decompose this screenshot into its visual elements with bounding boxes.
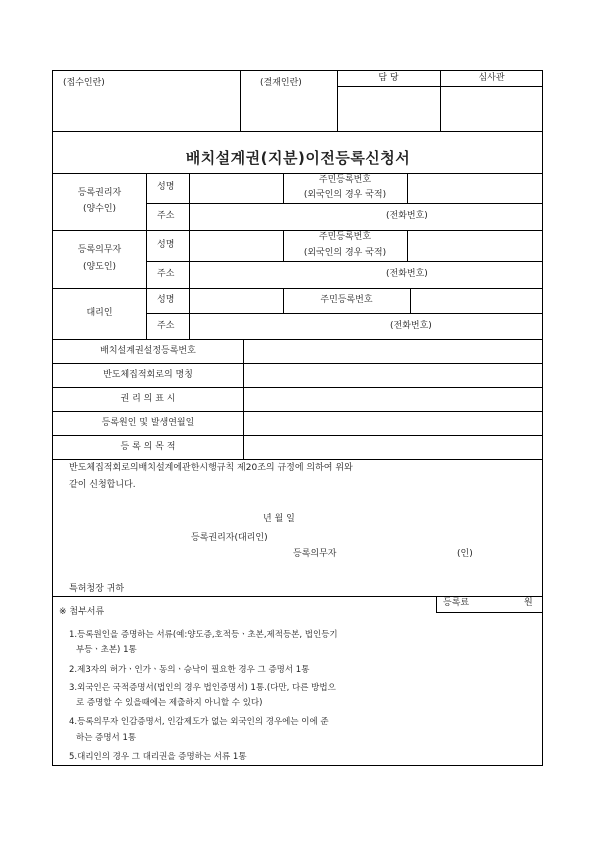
rightholder-phone-label: (전화번호) <box>386 211 428 221</box>
rightholder-address-label: 주소 <box>157 211 175 221</box>
agent-label: 대리인 <box>86 308 113 318</box>
rightholder-id-field[interactable] <box>408 174 542 202</box>
agent-id-field[interactable] <box>411 289 542 312</box>
divider <box>53 459 543 460</box>
rights-field[interactable] <box>244 388 542 410</box>
seal-label: (인) <box>457 549 473 559</box>
agent-phone-label: (전화번호) <box>390 321 432 331</box>
rightholder-sublabel: (양수인) <box>82 204 117 214</box>
field-label: 등 록 의 목 적 <box>120 442 176 452</box>
statement-text: 같이 신청합니다. <box>69 480 136 490</box>
obligor-name-label: 성명 <box>157 240 175 250</box>
obligor-address-label: 주소 <box>157 269 175 279</box>
divider <box>53 131 543 132</box>
cause-date-field[interactable] <box>244 412 542 434</box>
attachment-item: 부등ㆍ초본) 1통 <box>76 645 137 655</box>
divider <box>240 71 241 131</box>
date-line: 년 월 일 <box>263 514 295 524</box>
registration-form <box>52 70 543 766</box>
registration-number-field[interactable] <box>244 340 542 362</box>
signer-rightholder-label: 등록권리자(대리인) <box>191 533 268 543</box>
rightholder-name-field[interactable] <box>190 174 282 202</box>
circuit-name-field[interactable] <box>244 364 542 386</box>
field-label: 등록원인 및 발생연월일 <box>101 418 195 428</box>
examiner-label: 심사관 <box>478 73 505 83</box>
attachment-item: 로 증명할 수 있을때에는 제출하지 아니할 수 있다) <box>76 698 263 708</box>
fee-unit: 원 <box>524 598 533 608</box>
rightholder-id-label: 주민등록번호 <box>318 175 372 185</box>
field-label: 반도체집적회로의 명칭 <box>103 370 193 380</box>
obligor-phone-label: (전화번호) <box>386 269 428 279</box>
agent-address-field[interactable] <box>190 314 542 338</box>
addressee: 특허청장 귀하 <box>69 584 125 594</box>
approval-stamp-label: (결재인란) <box>260 78 302 88</box>
rightholder-address-field[interactable] <box>190 204 542 229</box>
rightholder-name-label: 성명 <box>157 182 175 192</box>
fee-field[interactable] <box>473 597 523 611</box>
attachment-item: 2.제3자의 허가ㆍ인가ㆍ동의ㆍ승낙이 필요한 경우 그 증명서 1통 <box>69 665 310 675</box>
fee-label: 등록료 <box>443 598 470 608</box>
statement-text: 반도체집적회로의배치설계에관한시행규칙 제20조의 규정에 의하여 위와 <box>69 463 353 473</box>
field-label: 권 리 의 표 시 <box>120 394 176 404</box>
obligor-name-field[interactable] <box>190 231 282 260</box>
agent-name-label: 성명 <box>157 295 175 305</box>
attachments-header: ※ 첨부서류 <box>59 607 105 617</box>
obligor-address-field[interactable] <box>190 262 542 287</box>
divider <box>53 596 543 597</box>
purpose-field[interactable] <box>244 436 542 458</box>
rightholder-id-note: (외국인의 경우 국적) <box>303 190 387 200</box>
rightholder-label: 등록권리자 <box>77 188 122 198</box>
officer-label: 담 당 <box>378 73 399 83</box>
agent-address-label: 주소 <box>157 321 175 331</box>
attachment-item: 1.등록원인을 증명하는 서류(예:양도증,호적등ㆍ초본,제적등본, 법인등기 <box>69 630 338 640</box>
agent-name-field[interactable] <box>190 289 282 312</box>
obligor-id-label: 주민등록번호 <box>318 232 372 242</box>
form-title: 배치설계권(지분)이전등록신청서 <box>185 149 411 167</box>
signer-obligor-label: 등록의무자 <box>293 549 337 559</box>
field-label: 배치설계권설정등록번호 <box>100 346 196 356</box>
receipt-stamp-label: (접수인란) <box>63 78 105 88</box>
agent-id-label: 주민등록번호 <box>320 295 373 305</box>
divider <box>436 596 437 612</box>
obligor-id-note: (외국인의 경우 국적) <box>303 248 387 258</box>
attachment-item: 5.대리인의 경우 그 대리권을 증명하는 서류 1통 <box>69 752 247 762</box>
examiner-signature-box[interactable] <box>441 87 542 130</box>
attachment-item: 3.외국인은 국적증명서(법인의 경우 법인증명서) 1통.(다만, 다른 방법으 <box>69 683 336 693</box>
divider <box>146 173 147 339</box>
obligor-label: 등록의무자 <box>77 245 122 255</box>
officer-signature-box[interactable] <box>338 87 439 130</box>
obligor-sublabel: (양도인) <box>82 262 117 272</box>
divider <box>436 612 543 613</box>
obligor-id-field[interactable] <box>408 231 542 260</box>
attachment-item: 4.등록의무자 인감증명서, 인감제도가 없는 외국인의 경우에는 이에 준 <box>69 717 329 727</box>
attachment-item: 하는 증명서 1통 <box>76 733 137 743</box>
